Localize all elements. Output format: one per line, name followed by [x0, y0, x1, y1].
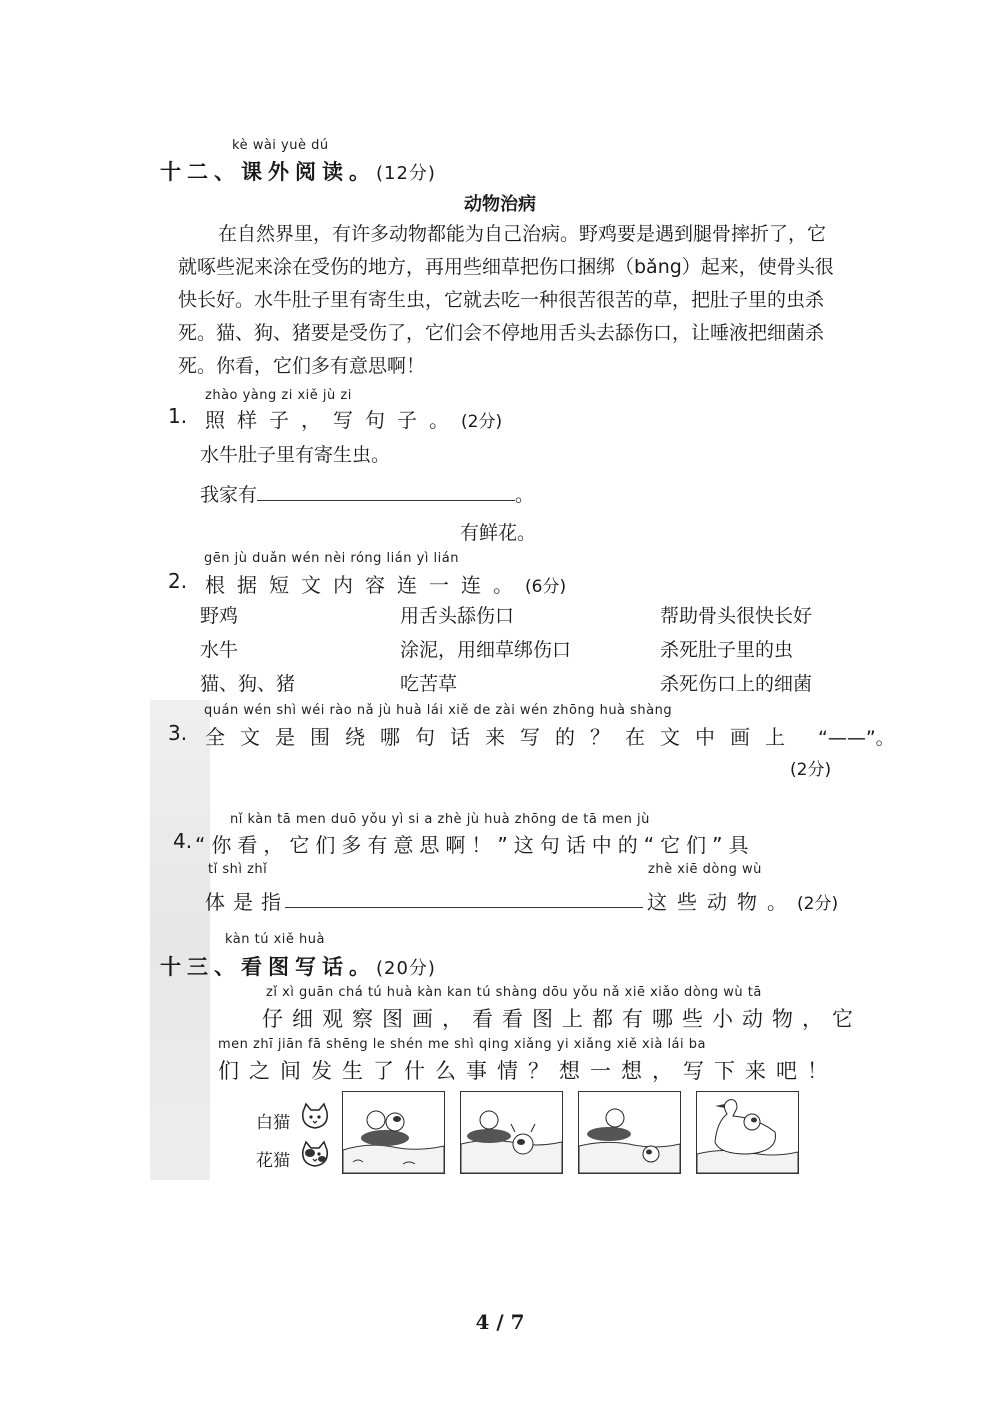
q1-score: (2分) — [461, 412, 503, 432]
q1-hint: 有鲜花。 — [460, 522, 537, 544]
q4-score: (2分) — [797, 894, 839, 914]
q2-effect-2[interactable]: 杀死肚子里的虫 — [660, 639, 794, 661]
section13-heading: 十三、看图写话。(20分) — [160, 955, 436, 979]
passage-text: 在自然界里，有许多动物都能为自己治病。野鸡要是遇到腿骨摔折了，它就啄些泥来涂在受伤的地方，再用些细草把伤口捆绑（bǎng）起来，使骨头很快长好。水牛肚子里有寄生虫，它就去吃一种很苦很苦的草，把肚子里的虫杀死。猫、狗、猪要是受伤了，它们会不停地用舌头去舔伤口，让唾液把细菌杀死。你看，它们多有意思啊！ — [178, 223, 834, 377]
watermark — [150, 700, 210, 1180]
q4-pinyin-line2a: tǐ shì zhǐ — [208, 862, 268, 877]
q4-text-line2a: 体是指 — [205, 890, 289, 914]
q4-pinyin-line1: nǐ kàn tā men duō yǒu yì si a zhè jù huà zhōng de tā men jù — [230, 812, 650, 827]
q4-text-line1: “你看，它们多有意思啊！”这句话中的“它们”具 — [195, 833, 755, 857]
q3-number: 3. — [168, 721, 188, 745]
q2-animal-1[interactable]: 野鸡 — [200, 605, 239, 627]
q2-pinyin: gēn jù duǎn wén nèi róng lián yì lián — [204, 551, 459, 566]
picture-panel-2 — [460, 1091, 563, 1174]
section13-text-line1: 仔细观察图画，看看图上都有哪些小动物，它 — [262, 1007, 862, 1031]
section12-heading: 十二、课外阅读。(12分) — [160, 160, 436, 184]
section13-pinyin-line1: zǐ xì guān chá tú huà kàn kan tú shàng dōu yǒu nǎ xiē xiǎo dòng wù tā — [266, 985, 762, 1000]
picture-panel-1 — [342, 1091, 445, 1174]
q1-pinyin: zhào yàng zi xiě jù zi — [205, 388, 352, 403]
q4-pinyin-line2b: zhè xiē dòng wù — [648, 862, 762, 877]
section13-pinyin-line2: men zhī jiān fā shēng le shén me shì qing xiǎng yi xiǎng xiě xià lái ba — [218, 1037, 706, 1052]
q2-prompt: 根据短文内容连一连。(6分) — [205, 573, 567, 597]
cat-watching-from-rock-illustration — [579, 1092, 680, 1173]
section13-score: (20分) — [376, 958, 436, 979]
q2-effect-3[interactable]: 杀死伤口上的细菌 — [660, 673, 813, 695]
legend-spotted-cat-label: 花猫 — [256, 1151, 290, 1171]
duck-carrying-cat-illustration — [697, 1092, 798, 1173]
q1-answer-blank[interactable] — [257, 500, 515, 501]
q3-mark: “——”。 — [818, 727, 895, 749]
q2-animal-3[interactable]: 猫、狗、猪 — [200, 673, 296, 695]
section13-text-line2: 们之间发生了什么事情？想一想，写下来吧！ — [218, 1059, 838, 1083]
q3-prompt: 全文是围绕哪句话来写的？在文中画上 “——”。 — [205, 725, 895, 749]
q1-fill-line: 我家有 。 — [200, 484, 535, 506]
two-cats-on-rock-illustration — [343, 1092, 444, 1173]
q1-prompt: 照样子，写句子。(2分) — [205, 408, 503, 432]
passage-title: 动物治病 — [464, 194, 536, 215]
q2-method-1[interactable]: 用舌头舔伤口 — [400, 605, 515, 627]
section12-score: (12分) — [376, 163, 436, 184]
q2-method-2[interactable]: 涂泥，用细草绑伤口 — [400, 639, 572, 661]
section13-pinyin: kàn tú xiě huà — [225, 932, 325, 947]
legend-white-cat-label: 白猫 — [256, 1113, 290, 1133]
q1-number: 1. — [168, 404, 188, 428]
q1-example: 水牛肚子里有寄生虫。 — [200, 444, 391, 466]
q4-answer-blank[interactable] — [285, 883, 643, 908]
white-cat-icon — [298, 1102, 332, 1136]
page-number: 4 / 7 — [475, 1310, 525, 1334]
q2-method-3[interactable]: 吃苦草 — [400, 673, 458, 695]
cat-falls-in-water-illustration — [461, 1092, 562, 1173]
q2-number: 2. — [168, 569, 188, 593]
q3-score: (2分) — [790, 760, 832, 780]
picture-panel-4 — [696, 1091, 799, 1174]
spotted-cat-icon — [298, 1140, 332, 1174]
q2-effect-1[interactable]: 帮助骨头很快长好 — [660, 605, 813, 627]
section12-pinyin: kè wài yuè dú — [232, 138, 329, 153]
passage-body — [178, 218, 838, 383]
q3-pinyin: quán wén shì wéi rào nǎ jù huà lái xiě de zài wén zhōng huà shàng — [204, 703, 673, 718]
q1-fill-prefix: 我家有 — [200, 484, 258, 506]
q2-animal-2[interactable]: 水牛 — [200, 639, 239, 661]
q4-text-line2b: 这些动物。(2分) — [647, 890, 839, 914]
q4-number: 4. — [173, 829, 193, 853]
picture-panel-3 — [578, 1091, 681, 1174]
q2-score: (6分) — [525, 577, 567, 597]
